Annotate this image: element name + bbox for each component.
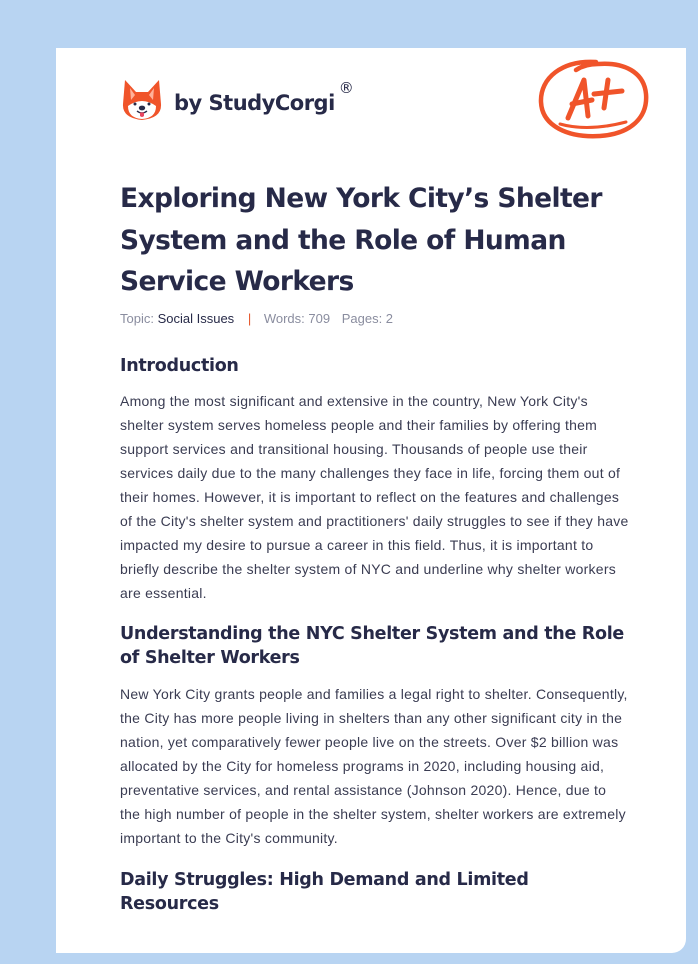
a-plus-icon xyxy=(538,58,650,140)
word-count: Words: 709 xyxy=(263,311,331,326)
document-title: Exploring New York City’s Shelter System and the Role of Human Service Workers xyxy=(120,183,602,297)
topic-link[interactable]: Social Issues xyxy=(157,311,235,326)
document-card xyxy=(56,48,686,953)
meta-separator: | xyxy=(247,311,252,326)
section-heading-nyc-shelter-system: Understanding the NYC Shelter System and the Role of Shelter Workers xyxy=(120,624,624,668)
section-paragraph-nyc-shelter-system: New York City grants people and families a legal right to shelter. Consequently, the City has more people living in shelters than any other significant city in the nation, yet comparatively fewer people live on the streets. Over $2 billion was allocated by the City for homeless programs in 2020, including housing aid, preventative services, and rental assistance (Johnson 2020). Hence, due to the high number of people in the shelter system, shelter workers are extremely important to the City's community. xyxy=(120,686,628,846)
corgi-icon xyxy=(122,78,162,122)
section-heading-introduction: Introduction xyxy=(120,356,239,376)
section-paragraph-introduction: Among the most significant and extensive in the country, New York City's shelter system serves homeless people and their families by offering them support services and transitional housing. Thousands of people use their services daily due to the many challenges they face in life, forcing them out of their homes. However, it is important to reflect on the features and challenges of the City's shelter system and practitioners' daily struggles to see if they have impacted my desire to pursue a career in this field. Thus, it is important to briefly describe the shelter system of NYC and underline why shelter workers are essential. xyxy=(120,393,629,601)
topic-label: Topic: xyxy=(120,311,154,326)
studycorgi-logo[interactable] xyxy=(122,76,354,124)
document-meta xyxy=(120,311,393,326)
document-body xyxy=(120,348,630,916)
registered-mark: ® xyxy=(338,79,354,97)
section-heading-daily-struggles: Daily Struggles: High Demand and Limited Resources xyxy=(120,870,529,914)
page-count: Pages: 2 xyxy=(341,311,394,326)
brand-name: by StudyCorgi xyxy=(174,91,335,115)
